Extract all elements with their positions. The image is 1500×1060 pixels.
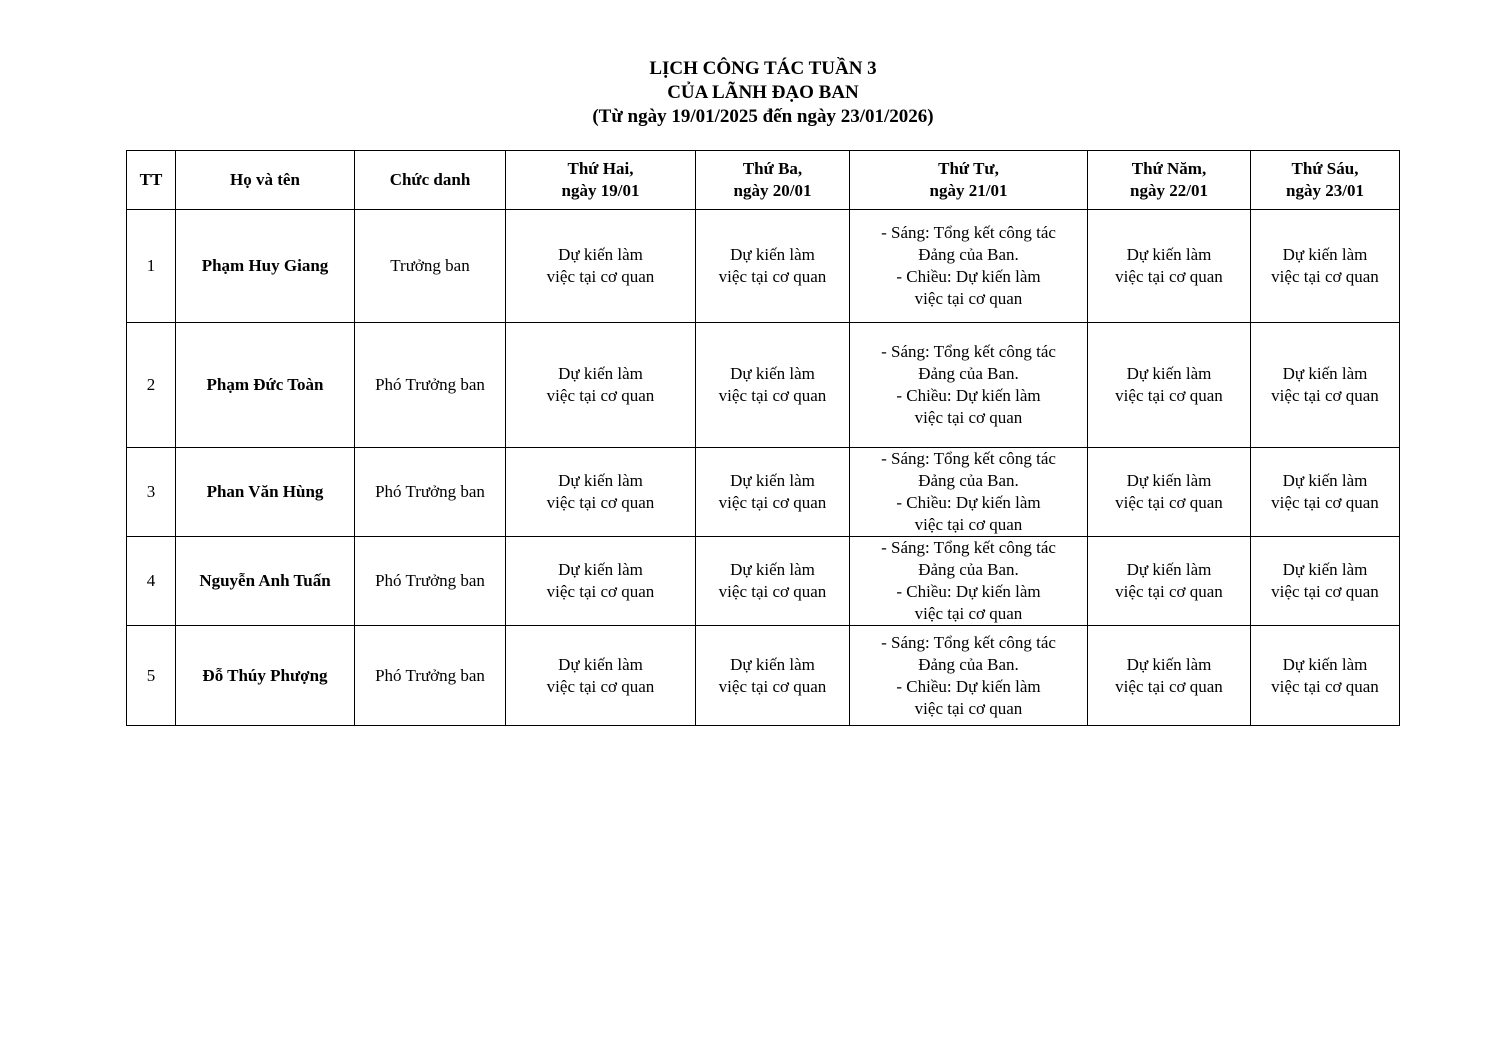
header-thursday (1088, 151, 1251, 210)
thursday-cell: Dự kiến làm việc tại cơ quan (1088, 210, 1251, 323)
header-tuesday (696, 151, 850, 210)
leader-name: Phạm Đức Toàn (176, 323, 355, 448)
document-title (0, 57, 1500, 129)
header-weekday: Thứ Tư, (938, 159, 999, 178)
monday-cell: Dự kiến làm việc tại cơ quan (506, 537, 696, 626)
header-weekday: Thứ Năm, (1131, 159, 1207, 178)
wednesday-cell: - Sáng: Tổng kết công tác Đảng của Ban. - Chiều: Dự kiến làm việc tại cơ quan (850, 323, 1088, 448)
thursday-cell: Dự kiến làm việc tại cơ quan (1088, 323, 1251, 448)
leader-name: Nguyễn Anh Tuấn (176, 537, 355, 626)
header-wednesday (850, 151, 1088, 210)
tuesday-cell: Dự kiến làm việc tại cơ quan (696, 537, 850, 626)
leader-name: Phạm Huy Giang (176, 210, 355, 323)
monday-cell: Dự kiến làm việc tại cơ quan (506, 626, 696, 726)
header-weekday: Thứ Sáu, (1291, 159, 1359, 178)
monday-cell: Dự kiến làm việc tại cơ quan (506, 448, 696, 537)
leader-name: Đỗ Thúy Phượng (176, 626, 355, 726)
title-line-2: CỦA LÃNH ĐẠO BAN (667, 82, 859, 103)
tuesday-cell: Dự kiến làm việc tại cơ quan (696, 448, 850, 537)
wednesday-cell: - Sáng: Tổng kết công tác Đảng của Ban. - Chiều: Dự kiến làm việc tại cơ quan (850, 537, 1088, 626)
leader-position: Phó Trưởng ban (355, 448, 506, 537)
friday-cell: Dự kiến làm việc tại cơ quan (1251, 210, 1400, 323)
header-date: ngày 19/01 (561, 181, 640, 200)
table-row (127, 210, 1400, 323)
friday-cell: Dự kiến làm việc tại cơ quan (1251, 537, 1400, 626)
header-tt: TT (127, 151, 176, 210)
header-weekday: Thứ Hai, (567, 159, 634, 178)
wednesday-cell: - Sáng: Tổng kết công tác Đảng của Ban. - Chiều: Dự kiến làm việc tại cơ quan (850, 626, 1088, 726)
table-row (127, 323, 1400, 448)
friday-cell: Dự kiến làm việc tại cơ quan (1251, 448, 1400, 537)
header-date: ngày 21/01 (929, 181, 1008, 200)
monday-cell: Dự kiến làm việc tại cơ quan (506, 323, 696, 448)
row-number: 4 (127, 537, 176, 626)
leader-position: Phó Trưởng ban (355, 323, 506, 448)
tuesday-cell: Dự kiến làm việc tại cơ quan (696, 210, 850, 323)
leader-position: Trưởng ban (355, 210, 506, 323)
thursday-cell: Dự kiến làm việc tại cơ quan (1088, 448, 1251, 537)
header-row (127, 151, 1400, 210)
table-row (127, 448, 1400, 537)
wednesday-cell: - Sáng: Tổng kết công tác Đảng của Ban. - Chiều: Dự kiến làm việc tại cơ quan (850, 448, 1088, 537)
header-friday (1251, 151, 1400, 210)
row-number: 1 (127, 210, 176, 323)
friday-cell: Dự kiến làm việc tại cơ quan (1251, 626, 1400, 726)
monday-cell: Dự kiến làm việc tại cơ quan (506, 210, 696, 323)
row-number: 5 (127, 626, 176, 726)
title-line-3: (Từ ngày 19/01/2025 đến ngày 23/01/2026) (592, 106, 934, 127)
header-monday (506, 151, 696, 210)
thursday-cell: Dự kiến làm việc tại cơ quan (1088, 537, 1251, 626)
leader-position: Phó Trưởng ban (355, 537, 506, 626)
row-number: 3 (127, 448, 176, 537)
wednesday-cell: - Sáng: Tổng kết công tác Đảng của Ban. - Chiều: Dự kiến làm việc tại cơ quan (850, 210, 1088, 323)
leader-name: Phan Văn Hùng (176, 448, 355, 537)
title-line-1: LỊCH CÔNG TÁC TUẦN 3 (649, 58, 877, 79)
table-row (127, 626, 1400, 726)
thursday-cell: Dự kiến làm việc tại cơ quan (1088, 626, 1251, 726)
header-name: Họ và tên (176, 151, 355, 210)
header-date: ngày 23/01 (1286, 181, 1364, 200)
row-number: 2 (127, 323, 176, 448)
header-weekday: Thứ Ba, (742, 159, 803, 178)
leader-position: Phó Trưởng ban (355, 626, 506, 726)
header-date: ngày 22/01 (1130, 181, 1208, 200)
friday-cell: Dự kiến làm việc tại cơ quan (1251, 323, 1400, 448)
header-position: Chức danh (355, 151, 506, 210)
tuesday-cell: Dự kiến làm việc tại cơ quan (696, 626, 850, 726)
schedule-table (126, 150, 1400, 726)
table-row (127, 537, 1400, 626)
tuesday-cell: Dự kiến làm việc tại cơ quan (696, 323, 850, 448)
header-date: ngày 20/01 (733, 181, 812, 200)
